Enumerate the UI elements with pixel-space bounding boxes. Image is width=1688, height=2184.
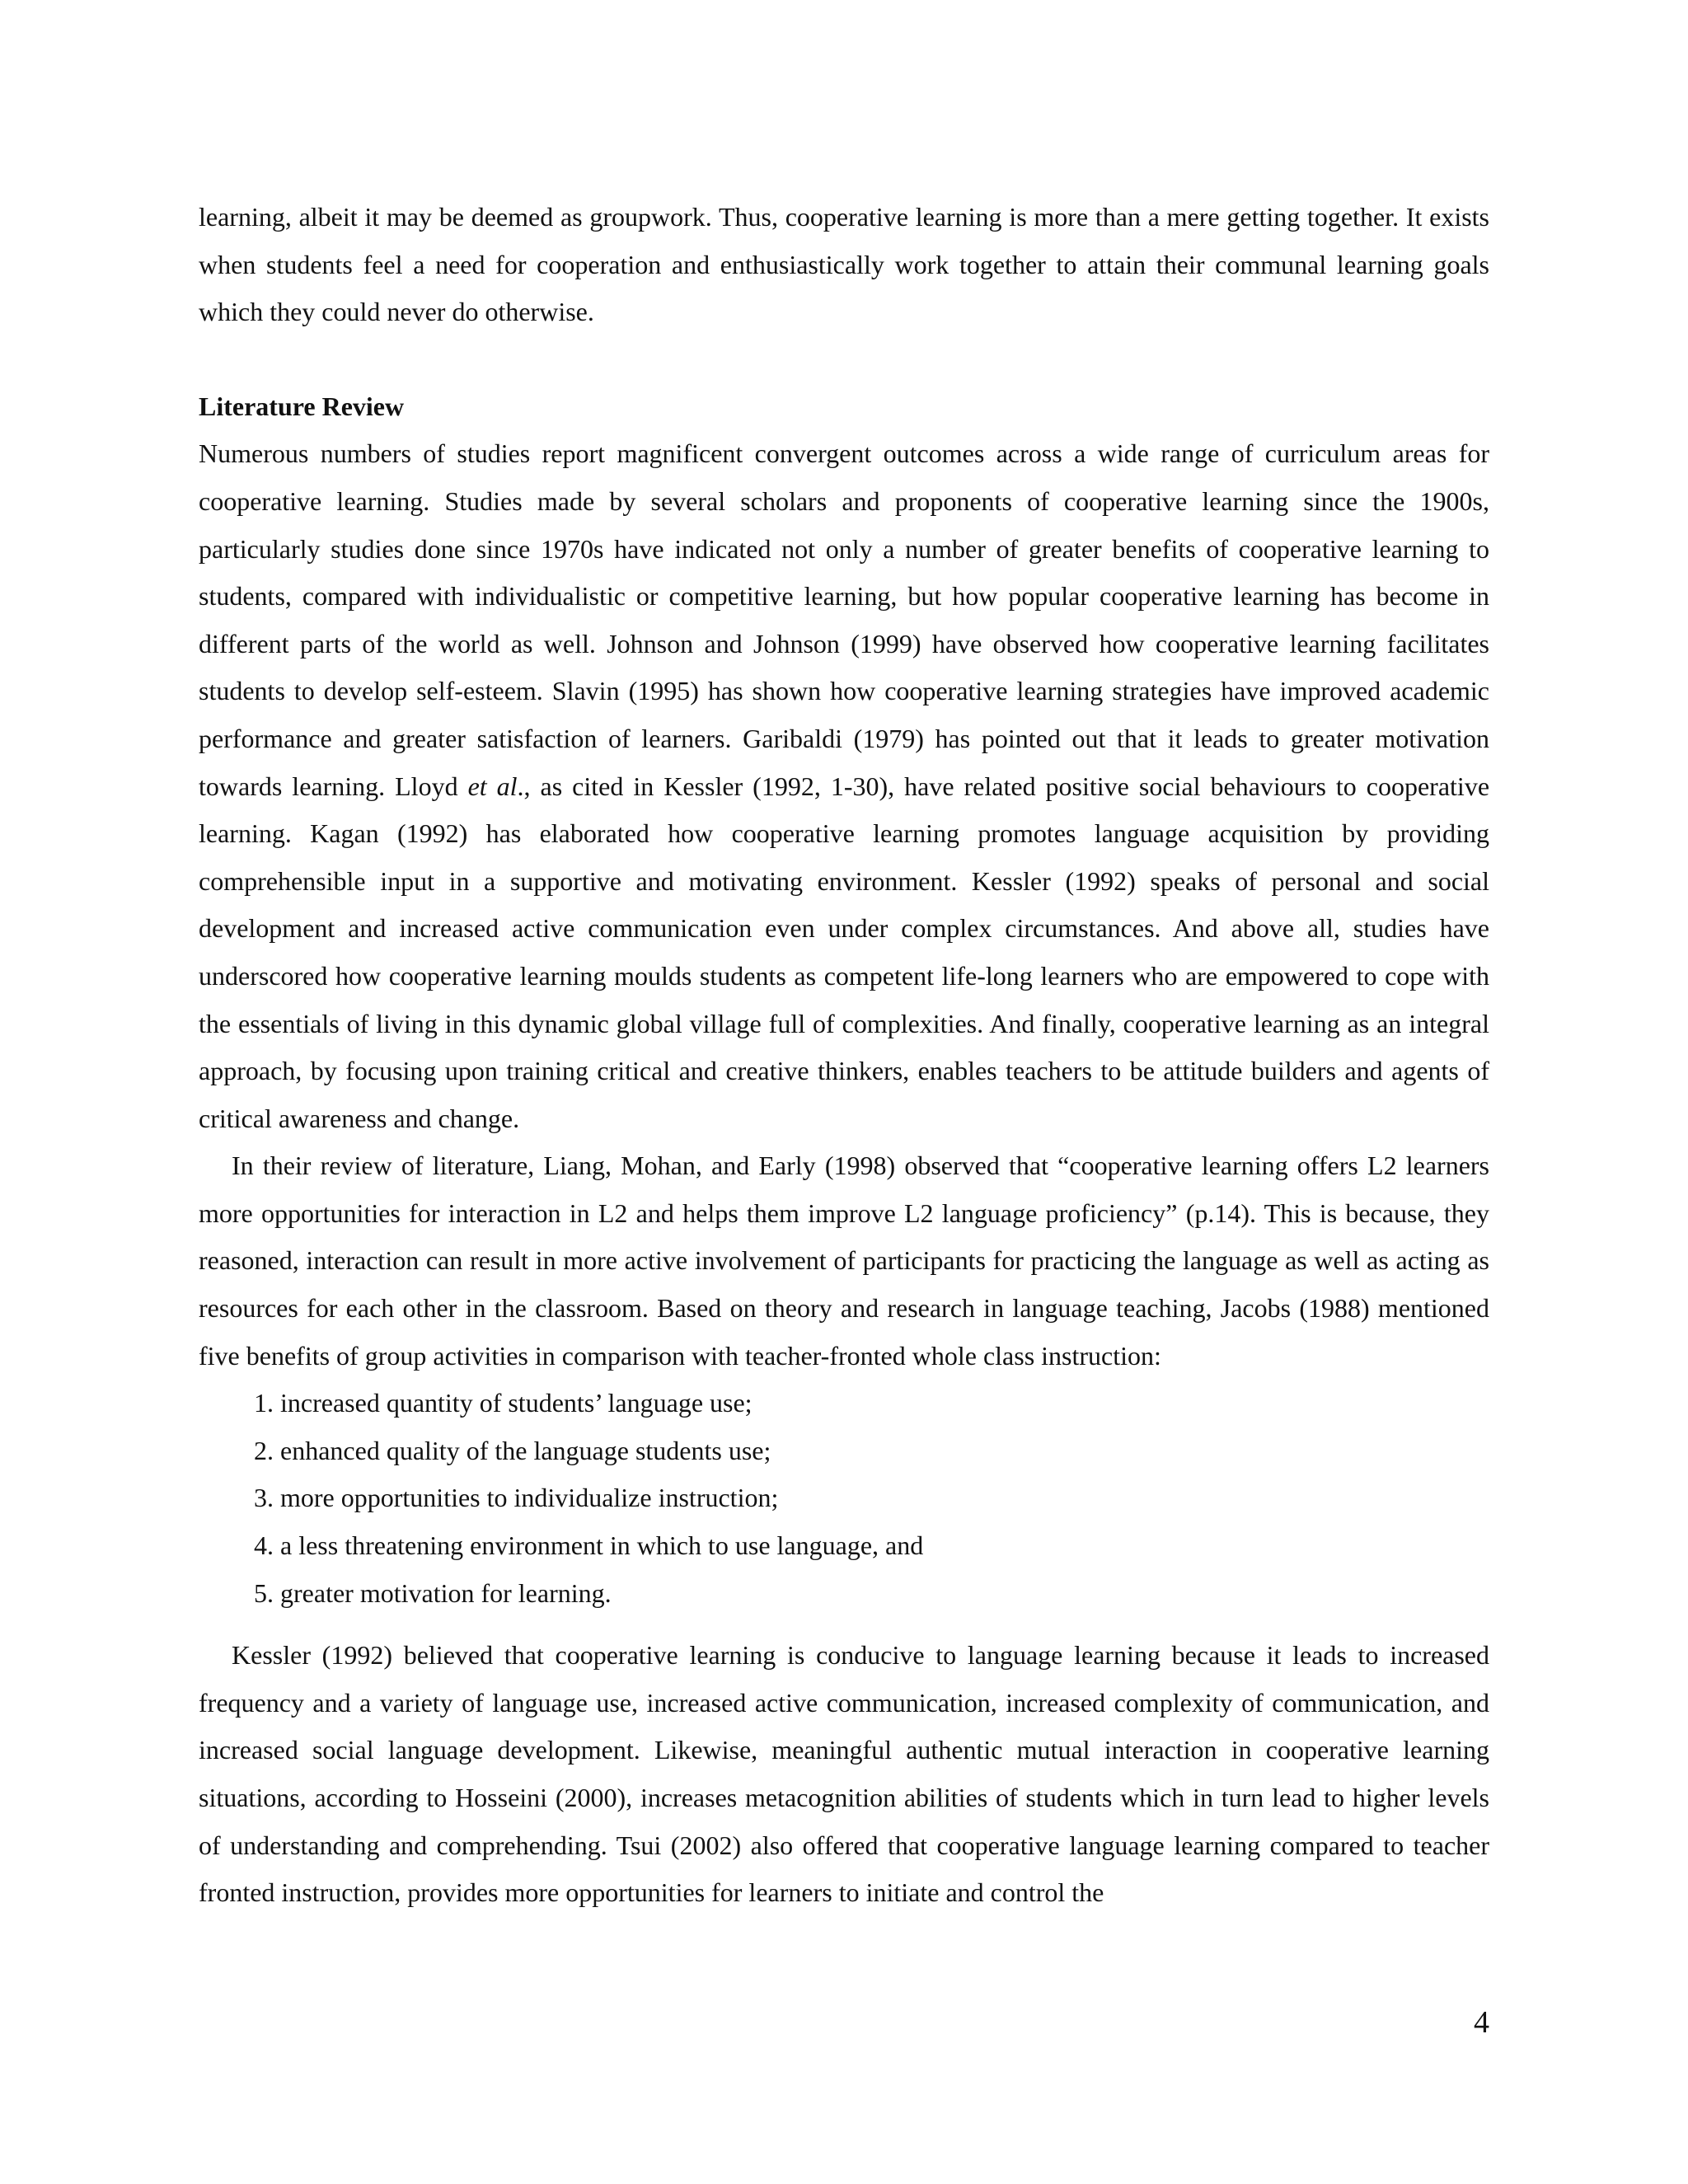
review-text-part-2: ., as cited in Kessler (1992, 1-30), have related positive social behaviours to cooperative learning. Kagan (1992) has elaborated how cooperative learning promotes language acquisition by providing comprehensible input in a supportive and motivating environment. Kessler (1992) speaks of personal and social development and increased active communication even under complex circumstances. And above all, studies have underscored how cooperative learning moulds students as competent life-long learners who are empowered to cope with the essentials of living in this dynamic global village full of complexities. And finally, cooperative learning as an integral approach, by focusing upon training critical and creative thinkers, enables teachers to be attitude builders and agents of critical awareness and change. — [199, 771, 1490, 1133]
kessler-paragraph: Kessler (1992) believed that cooperative learning is conducive to language learning because it leads to increased frequency and a variety of language use, increased active communication, increased complexity of communication, and increased social language development. Likewise, meaningful authentic mutual interaction in cooperative learning situations, according to Hosseini (2000), increases metacognition abilities of students which in turn lead to higher levels of understanding and comprehending. Tsui (2002) also offered that cooperative language learning compared to teacher fronted instruction, provides more opportunities for learners to initiate and control the — [199, 1640, 1489, 1908]
list-item: 5. greater motivation for learning. — [280, 1570, 1489, 1618]
section-heading: Literature Review — [199, 391, 405, 421]
liang-paragraph: In their review of literature, Liang, Mohan, and Early (1998) observed that “cooperative learning offers L2 learners more opportunities for interaction in L2 and helps them improve L2 language proficiency” (p.14). This is because, they reasoned, interaction can result in more active involvement of participants for practicing the language as well as acting as resources for each other in the classroom. Based on theory and research in language teaching, Jacobs (1988) mentioned five benefits of group activities in comparison with teacher-fronted whole class instruction: — [199, 1151, 1489, 1371]
page-number: 4 — [1474, 2005, 1489, 2040]
list-item: 2. enhanced quality of the language students use; — [280, 1427, 1489, 1475]
literature-review-paragraph — [199, 430, 1489, 1142]
list-item: 4. a less threatening environment in which to use language, and — [280, 1522, 1489, 1570]
benefits-list — [199, 1380, 1489, 1617]
review-text-part-1: Numerous numbers of studies report magnificent convergent outcomes across a wide range of curriculum areas for cooperative learning. Studies made by several scholars and proponents of cooperative learning since the 1900s, particularly studies done since 1970s have indicated not only a number of greater benefits of cooperative learning to students, compared with individualistic or competitive learning, but how popular cooperative learning has become in different parts of the world as well. Johnson and Johnson (1999) have observed how cooperative learning facilitates students to develop self-esteem. Slavin (1995) has shown how cooperative learning strategies have improved academic performance and greater satisfaction of learners. Garibaldi (1979) has pointed out that it leads to greater motivation towards learning. Lloyd — [199, 438, 1489, 801]
document-page — [199, 194, 1489, 1917]
list-item: 3. more opportunities to individualize instruction; — [280, 1474, 1489, 1522]
list-item: 1. increased quantity of students’ language use; — [280, 1380, 1489, 1427]
review-italic-et-al: et al — [467, 771, 518, 801]
intro-paragraph: learning, albeit it may be deemed as groupwork. Thus, cooperative learning is more than a mere getting together. It exists when students feel a need for cooperation and enthusiastically work together to attain their communal learning goals which they could never do otherwise. — [199, 202, 1489, 327]
